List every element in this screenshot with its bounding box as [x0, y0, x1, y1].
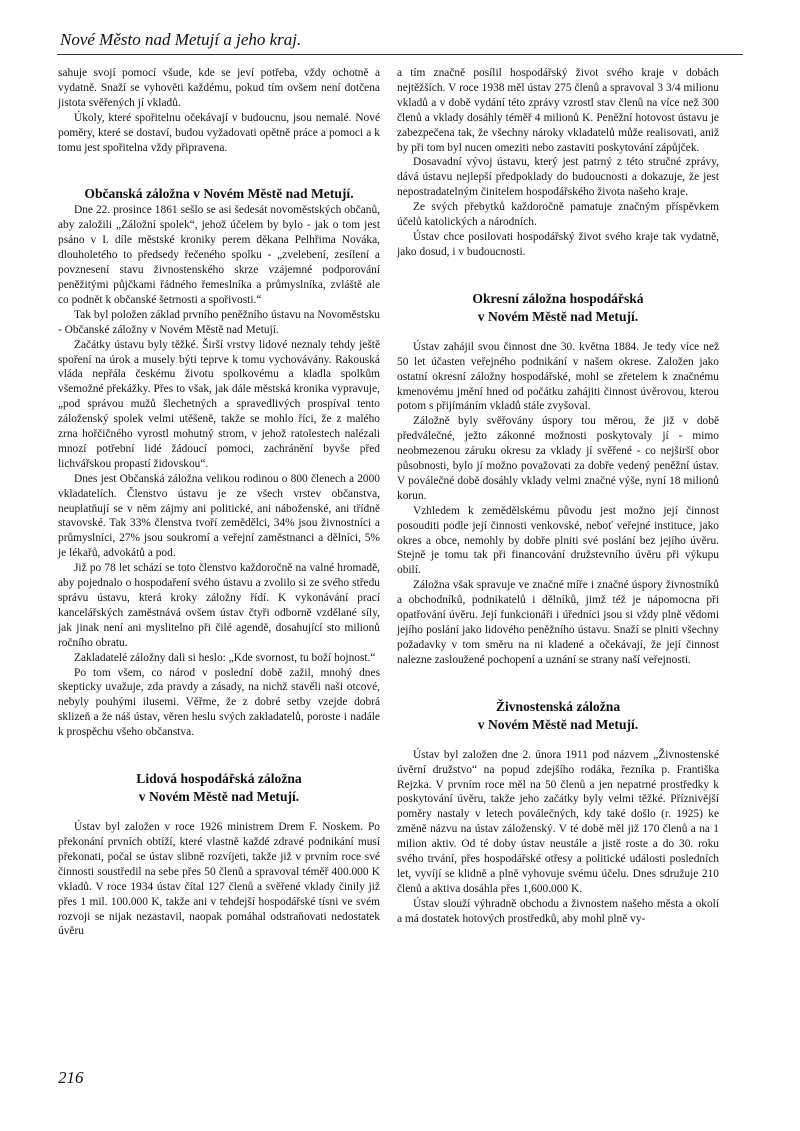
paragraph: Ústav chce posilovati hospodářský život svého kraje tak vydatně, jako dosud, i v budoucnosti.	[397, 230, 719, 258]
section-heading-line: v Novém Městě nad Metují.	[477, 716, 639, 732]
paragraph: Dosavadní vývoj ústavu, který jest patrný z této stručné zprávy, dává ústavu nejlepší předpoklady do budoucnosti a dokazuje, že jest nepostradatelným činitelem hospodářského života našeho kraje.	[397, 156, 719, 199]
left-column	[58, 66, 380, 939]
section-heading-obcanska-zalozna: Občanská záložna v Novém Městě nad Metují.	[84, 186, 354, 202]
header-rule	[57, 54, 743, 55]
section-heading-line: v Novém Městě nad Metují.	[138, 789, 300, 805]
paragraph: Ústav zahájil svou činnost dne 30. května 1884. Je tedy více než 50 let účasten veřejného podnikání v našem okrese. Založen jako ostatní okresní záložny hospodářské, mohl se zřetelem k značnému kmenovému jmění hned od počátku zahájiti činnost úvěrovou, kterou potom s přijímáním vkladů stále zvyšoval.	[397, 340, 719, 413]
paragraph: Úkoly, které spořitelnu očekávají v budoucnu, jsou nemalé. Nové poměry, které se dostaví, budou vyžadovati opětně práce a pomoci a k tomu jest spořitelna vždy připravena.	[58, 111, 380, 154]
section-heading-line: Okresní záložna hospodářská	[472, 290, 644, 306]
paragraph: Ústav byl založen v roce 1926 ministrem Drem F. Noskem. Po překonání prvních obtíží, které vlastně každé zdravé podnikání musí překonati, počal se ústav slibně rozvíjeti, takže již v prvním roce své činnosti soustředil na sebe přes 50 členů a spravoval téměř 400.000 K vkladů. V roce 1934 ústav čítal 127 členů a svěřené vklady činily již přes 1 mil. 100.000 K, takže ani v tehdejší hospodářské tísni ve svém rozvoji se nijak nezastavil, naopak pomáhal odstraňovati nedostatek úvěru	[58, 821, 380, 938]
paragraph: Záložně byly svěřovány úspory tou měrou, že již v době předválečné, ježto zákonné možnosti poskytovaly jí - mimo neobmezenou záruku okresu za vklady jí svěřené - co nejširší obor působnosti, bylo jí možno považovati za dobře vedený peněžní ústav. V poválečné době dosáhly vklady velmi značné výše, nyní 18 milionů korun.	[397, 415, 719, 502]
paragraph: Ústav byl založen dne 2. února 1911 pod názvem „Živnostenské úvěrní družstvo“ na popud zdejšího rodáka, řezníka p. Františka Rejzka. V prvním roce měl na 50 členů a jen nepatrné prostředky k poskytování úvěru, takže jeho začátky byly velmi těžké. Příznivější poměry nastaly v letech poválečných, kdy také došlo (r. 1925) ke změně názvu na ústav záloženský. V té době měl již 170 členů a na 1 milion aktiv. Od té doby ústav neustále a jistě roste a do 30. roku svého trvání, přes hospodářské otřesy a politické události posledních let, vyvíjí se klidně a plně vyhovuje svému účelu. Dnes sdružuje 210 členů a aktiva dosáhla přes 1,600.000 K.	[397, 748, 719, 895]
paragraph: Zakladatelé záložny dali si heslo: „Kde svornost, tu boží hojnost.“	[74, 651, 376, 664]
paragraph: a tím značně posílil hospodářský život svého kraje v dobách nejtěžších. V roce 1938 měl ústav 275 členů a spravoval 3 3/4 milionu vkladů a v době vydání této zprávy vzrostl stav členů na více než 300 členů a vklady dosáhly téměř 4 milionů K. Peněžní hotovost ústavu je zabezpečena tak, že všechny nároky vkladatelů může realisovati, aniž by při tom byl nucen omeziti nebo zastaviti poskytování zápůjček.	[397, 67, 719, 154]
paragraph: Začátky ústavu byly těžké. Širší vrstvy lidové neznaly tehdy ještě spoření na úrok a musely býti teprve k tomu vychovávány. Rakouská vláda nepřála českému životu spolkovému a kladla spolkům všemožné překážky. Přes to však, jak dále městská kronika vypravuje, „pod správou mužů šlechetných a spravedlivých prospíval tento záloženský spolek velmi utěšeně, takže se mohlo říci, že z malého zrna hořčičného vyrostl mohutný strom, v jehož ratolestech nalézali mnozí potřební lidé žádoucí pomoci, zachránění byvše před lichvářskou propastí židovskou“.	[58, 338, 380, 470]
paragraph: Po tom všem, co národ v poslední době zažil, mnohý dnes skepticky uvažuje, zda pravdy a zásady, na nichž stavěli naši otcové, nebyly pouhými ilusemi. Věřme, že z dobré setby vzejde dobrá sklizeň a že náš ústav, věren heslu svých zakladatelů, poroste i nadále k prospěchu všeho občanstva.	[58, 666, 380, 739]
page-number: 216	[58, 1068, 84, 1087]
running-header: Nové Město nad Metují a jeho kraj.	[60, 30, 302, 49]
paragraph: Tak byl položen základ prvního peněžního ústavu na Novoměstsku - Občanské záložny v Novém Městě nad Metují.	[58, 308, 380, 336]
paragraph: sahuje svojí pomocí všude, kde se jeví potřeba, vždy ochotně a vydatně. Snaží se vyhověti každému, pokud tím ovšem není dotčena jistota svěřených jí vkladů.	[58, 67, 380, 109]
section-heading-zivnostenska-zalozna	[397, 698, 719, 734]
paragraph: Ze svých přebytků každoročně pamatuje značným příspěvkem účelů katolických a národních.	[397, 201, 719, 229]
paragraph: Vzhledem k zemědělskému původu jest možno její činnost posouditi podle její činnosti venkovské, neboť veřejné instituce, jako okres a obce, nemohly by dobře plniti své poslání bez jejího úvěru. Stejně je tomu tak při financování družstevního úvěru při výkupu obilí.	[397, 504, 719, 577]
paragraph: Dnes jest Občanská záložna velikou rodinou o 800 členech a 2000 vkladatelích. Členstvo ústavu je ze všech vrstev občanstva, neuplatňují se v něm zájmy ani politické, ani náboženské, ani třídně stavovské. Tak 33% členstva tvoří zemědělci, 34% jsou živnostníci a průmyslníci, 27% jsou soukromí a veřejní zaměstnanci a dělníci, 5% je lékařů, advokátů a pod.	[58, 472, 380, 560]
right-column	[397, 66, 719, 927]
section-heading-okresni-zalozna	[397, 290, 719, 326]
paragraph: Záložna však spravuje ve značné míře i značné úspory živnostníků a obchodníků, podnikatelů i dělníků, jimž též je nápomocna při opatřování úvěru. Její funkcionáři i úředníci jsou si vždy plně vědomi jejího poslání jako lidového peněžního ústavu. Snaží se plniti všechny požadavky v tom směru na ni kladené a očekávají, že její činnost nalezne zasloužené pochopení a uznání se strany naší veřejnosti.	[397, 579, 719, 666]
paragraph: Již po 78 let schází se toto členstvo každoročně na valné hromadě, aby pojednalo o hospodaření svého ústavu a zvolilo si ze svého středu správu ústavu, která kroky záložny řídí. K vykonávání prací kancelářských zaměstnává ovšem ústav čtyři odborně vzdělané síly, jak jinak není ani myslitelno při čilé agendě, dosahující sto milionů ročního obratu.	[58, 562, 380, 649]
paragraph: Ústav slouží výhradně obchodu a živnostem našeho města a okolí a má dostatek hotových prostředků, aby mohl plně vy-	[397, 897, 719, 925]
section-heading-line: Živnostenská záložna	[495, 698, 621, 714]
section-heading-line: v Novém Městě nad Metují.	[477, 308, 639, 324]
section-heading-line: Lidová hospodářská záložna	[136, 771, 302, 787]
paragraph: Dne 22. prosince 1861 sešlo se asi šedesát novoměstských občanů, aby založili „Záložní spolek“, jehož účelem by bylo - jak o tom jest psáno v I. díle městské kroniky perem děkana Pelhřima Nováka, dlouholetého to předsedy řečeného spolku - „zvelebení, zesílení a povznesení stavu živnostenského skrze vzájemné podporování peněžitými půjčkami řádného řemeslníka a průmyslníka, zvláště ale co podnět k občanské šetrnosti a spořivosti.“	[58, 204, 380, 306]
section-heading-lidova-zalozna	[58, 770, 380, 806]
